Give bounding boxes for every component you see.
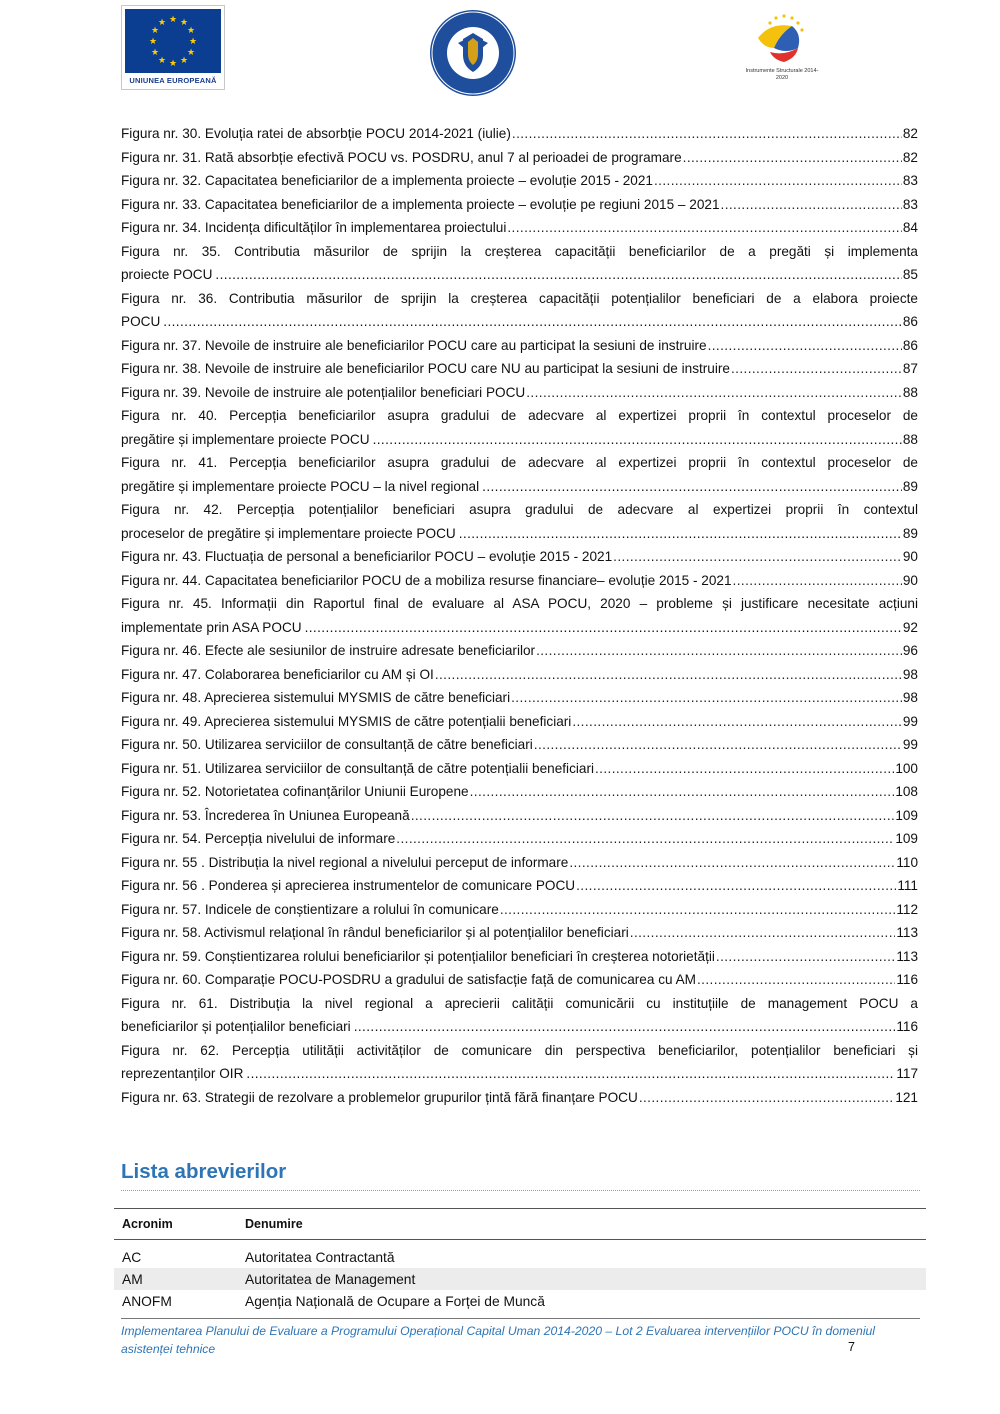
figure-page-number: 99	[902, 737, 918, 752]
svg-text:★: ★	[186, 47, 196, 57]
structural-instruments-logo	[740, 8, 824, 98]
figure-entry[interactable]	[121, 874, 918, 898]
figure-entry[interactable]	[121, 451, 918, 498]
figure-title: Figura nr. 54. Percepția nivelului de informare	[121, 831, 396, 846]
figure-title: Figura nr. 49. Aprecierea sistemului MYSMIS de către potențialii beneficiari	[121, 713, 572, 729]
figure-entry[interactable]	[121, 639, 918, 663]
dot-leader	[720, 193, 902, 217]
figure-page-number: 112	[896, 901, 918, 917]
figure-entry[interactable]	[121, 851, 918, 875]
dot-leader	[730, 357, 902, 381]
dot-leader	[682, 146, 902, 170]
figure-title: Figura nr. 53. Încrederea în Uniunea Europeană	[121, 807, 410, 823]
figure-entry[interactable]	[121, 169, 918, 193]
table-row	[114, 1290, 926, 1312]
figure-page-number: 90	[902, 549, 918, 564]
acronym-cell: AM	[114, 1268, 237, 1290]
figure-entry[interactable]	[121, 968, 918, 992]
dot-leader	[469, 780, 895, 804]
figure-title-line1: Figura nr. 40. Percepția beneficiarilor asupra gradului de adecvare al expertizei proprii în contextul proceselor de	[121, 408, 918, 423]
name-cell: Autoritatea de Management	[237, 1268, 926, 1290]
figure-page-number: 110	[896, 854, 918, 870]
figure-title: Figura nr. 30. Evoluția ratei de absorbție POCU 2014-2021 (iulie)	[121, 126, 511, 141]
svg-text:★: ★	[148, 36, 158, 46]
figure-page-number: 83	[902, 196, 918, 212]
figure-page-number: 89	[902, 478, 918, 494]
acronym-cell: ANOFM	[122, 1293, 172, 1309]
figure-entry[interactable]	[121, 992, 918, 1039]
figure-title: Figura nr. 63. Strategii de rezolvare a problemelor grupurilor țintă fără finanțare POCU	[121, 1089, 638, 1105]
figure-page-number: 117	[896, 1066, 918, 1081]
figure-entry[interactable]	[121, 686, 918, 710]
dot-leader	[511, 122, 902, 146]
dot-leader	[575, 874, 896, 898]
government-seal	[428, 8, 518, 98]
figure-page-number: 82	[902, 126, 918, 141]
figure-entry[interactable]	[121, 757, 918, 781]
svg-text:★: ★	[150, 25, 160, 35]
dot-leader	[351, 1015, 896, 1039]
figure-title-line2: proiecte POCU	[121, 267, 213, 282]
eu-flag-icon	[125, 9, 221, 73]
figure-entry[interactable]	[121, 569, 918, 593]
dot-leader	[499, 898, 896, 922]
dot-leader	[506, 216, 902, 240]
figure-entry[interactable]	[121, 357, 918, 381]
svg-text:★: ★	[150, 47, 160, 57]
figure-page-number: 88	[902, 431, 918, 447]
figure-page-number: 82	[902, 149, 918, 165]
figure-entry[interactable]	[121, 827, 918, 851]
figure-entry[interactable]	[121, 216, 918, 240]
figure-title: Figura nr. 33. Capacitatea beneficiarilor de a implementa proiecte – evoluție pe regiuni 2015 – 2021	[121, 196, 720, 212]
eu-logo	[121, 5, 225, 90]
abbreviations-heading: Lista abrevierilor	[121, 1160, 287, 1183]
figure-page-number: 109	[895, 807, 918, 823]
dot-leader	[456, 522, 902, 546]
figure-title-line1: Figura nr. 62. Percepția utilității activităților de comunicare din perspectiva beneficiarilor, potențialilor beneficiari și	[121, 1042, 918, 1058]
dot-leader	[395, 827, 894, 851]
svg-text:★: ★	[168, 58, 178, 68]
figure-entry[interactable]	[121, 287, 918, 334]
figure-page-number: 116	[896, 1019, 918, 1034]
dot-leader	[434, 663, 902, 687]
figure-title: Figura nr. 51. Utilizarea serviciilor de consultanță de către potențialii beneficiari	[121, 760, 594, 776]
abbreviations-table	[114, 1208, 926, 1312]
figure-page-number: 92	[902, 619, 918, 635]
dot-leader	[653, 169, 902, 193]
figure-entry[interactable]	[121, 545, 918, 569]
dot-leader	[302, 616, 902, 640]
figure-title: Figura nr. 47. Colaborarea beneficiarilor cu AM și OI	[121, 666, 434, 682]
column-header-acronym: Acronim	[114, 1209, 237, 1240]
figure-title: Figura nr. 31. Rată absorbție efectivă POCU vs. POSDRU, anul 7 al perioadei de programare	[121, 149, 682, 165]
figure-entry[interactable]	[121, 733, 918, 757]
dot-leader	[571, 710, 902, 734]
figure-page-number: 109	[895, 831, 918, 846]
figure-page-number: 89	[902, 525, 918, 541]
structural-instruments-caption: Instrumente Structurale 2014-2020	[745, 68, 819, 81]
figure-page-number: 85	[902, 267, 918, 282]
figure-title-line1: Figura nr. 36. Contributia măsurilor de sprijin la creșterea capacității potențialilor beneficiari de a elabora proiecte	[121, 290, 918, 306]
figure-entry[interactable]	[121, 710, 918, 734]
dot-leader	[510, 686, 902, 710]
figure-page-number: 116	[896, 972, 918, 987]
figure-page-number: 87	[902, 361, 918, 376]
dot-leader	[707, 334, 902, 358]
figure-title-line2: pregătire și implementare proiecte POCU – la nivel regional	[121, 478, 480, 494]
figure-entry[interactable]	[121, 381, 918, 405]
figure-entry[interactable]	[121, 663, 918, 687]
figure-title: Figura nr. 44. Capacitatea beneficiarilor POCU de a mobiliza resurse financiare– evoluție 2015 - 2021	[121, 572, 732, 588]
figure-entry[interactable]	[121, 498, 918, 545]
dot-leader	[525, 381, 902, 405]
figure-title: Figura nr. 56 . Ponderea și aprecierea instrumentelor de comunicare POCU	[121, 878, 576, 893]
table-row	[114, 1246, 926, 1268]
figure-title-line2: beneficiarilor și potențialilor beneficiari	[121, 1019, 351, 1034]
dot-leader	[732, 569, 902, 593]
figure-entry[interactable]	[121, 1086, 918, 1110]
figure-entry[interactable]	[121, 1039, 918, 1086]
figure-entry[interactable]	[121, 122, 918, 146]
figure-page-number: 98	[902, 666, 918, 682]
name-cell: Agenția Națională de Ocupare a Forței de Muncă	[245, 1293, 545, 1309]
dot-leader	[568, 851, 895, 875]
dot-leader	[533, 733, 902, 757]
figure-title: Figura nr. 39. Nevoile de instruire ale potențialilor beneficiari POCU	[121, 384, 526, 400]
figure-title-line2: POCU	[121, 314, 161, 329]
figure-title-line1: Figura nr. 41. Percepția beneficiarilor asupra gradului de adecvare al expertizei proprii în contextul proceselor de	[121, 455, 918, 470]
figure-page-number: 99	[902, 713, 918, 729]
dot-leader	[629, 921, 896, 945]
dot-leader	[535, 639, 902, 663]
figure-page-number: 113	[896, 948, 918, 964]
figure-page-number: 111	[897, 878, 918, 893]
figure-title-line2: proceselor de pregătire și implementare proiecte POCU	[121, 525, 456, 541]
heading-dotted-rule	[121, 1190, 920, 1191]
figure-title-line1: Figura nr. 35. Contributia măsurilor de sprijin la creșterea capacității beneficiarilor de a pregăti și implementa	[121, 243, 918, 259]
table-row	[114, 1268, 926, 1290]
dot-leader	[370, 428, 902, 452]
dot-leader	[212, 263, 901, 287]
svg-text:★: ★	[179, 55, 189, 65]
svg-text:★: ★	[157, 55, 167, 65]
figure-title: Figura nr. 37. Nevoile de instruire ale beneficiarilor POCU care au participat la sesiuni de instruire	[121, 337, 707, 353]
page-number: 7	[848, 1340, 855, 1354]
svg-text:★: ★	[186, 25, 196, 35]
figure-page-number: 100	[895, 760, 918, 776]
figure-page-number: 84	[902, 220, 918, 235]
dot-leader	[243, 1062, 895, 1086]
dot-leader	[638, 1086, 894, 1110]
column-header-name: Denumire	[237, 1209, 926, 1240]
svg-text:★: ★	[179, 17, 189, 27]
figure-entry[interactable]	[121, 404, 918, 451]
figure-title: Figura nr. 38. Nevoile de instruire ale beneficiarilor POCU care NU au participat la sesiuni de instruire	[121, 361, 730, 376]
dot-leader	[479, 475, 902, 499]
figure-title: Figura nr. 58. Activismul relațional în rândul beneficiarilor și al potențialilor beneficiari	[121, 925, 629, 940]
svg-text:★: ★	[157, 17, 167, 27]
figure-entry[interactable]	[121, 804, 918, 828]
dot-leader	[594, 757, 894, 781]
figure-entry[interactable]	[121, 898, 918, 922]
figure-page-number: 113	[896, 925, 918, 940]
figure-page-number: 96	[902, 643, 918, 658]
figure-title: Figura nr. 48. Aprecierea sistemului MYSMIS de către beneficiari	[121, 690, 511, 705]
figure-title-line1: Figura nr. 45. Informații din Raportul final de evaluare al ASA POCU, 2020 – probleme și justificare necesitate acțiuni	[121, 596, 918, 611]
acronym-cell: AC	[122, 1249, 142, 1265]
figure-entry[interactable]	[121, 780, 918, 804]
figure-entry[interactable]	[121, 592, 918, 639]
figure-page-number: 86	[902, 337, 918, 353]
figure-entry[interactable]	[121, 240, 918, 287]
figure-title-line2: implementate prin ASA POCU	[121, 619, 302, 635]
figure-title: Figura nr. 52. Notorietatea cofinanțărilor Uniunii Europene	[121, 784, 469, 799]
svg-text:★: ★	[188, 36, 198, 46]
figure-entry[interactable]	[121, 193, 918, 217]
figure-title: Figura nr. 59. Conștientizarea rolului beneficiarilor și potențialilor beneficiari în creșterea notorietății	[121, 948, 715, 964]
figure-page-number: 121	[895, 1089, 918, 1105]
figure-entry[interactable]	[121, 146, 918, 170]
svg-text:★: ★	[168, 14, 178, 24]
figure-entry[interactable]	[121, 921, 918, 945]
figure-page-number: 88	[902, 384, 918, 400]
figure-page-number: 90	[902, 572, 918, 588]
name-cell: Autoritatea Contractantă	[245, 1249, 395, 1265]
footer-text: Implementarea Planului de Evaluare a Programului Operațional Capital Uman 2014-2020 – Lot 2 Evaluarea intervențiilor POCU în domeniul asistenței tehnice	[121, 1324, 876, 1356]
dot-leader	[410, 804, 895, 828]
dot-leader	[715, 945, 895, 969]
figure-page-number: 98	[902, 690, 918, 705]
figure-page-number: 108	[895, 784, 918, 799]
figure-title-line2: pregătire și implementare proiecte POCU	[121, 431, 370, 447]
figure-title: Figura nr. 57. Indicele de conștientizare a rolului în comunicare	[121, 901, 499, 917]
figure-title: Figura nr. 46. Efecte ale sesiunilor de instruire adresate beneficiarilor	[121, 643, 536, 658]
dot-leader	[160, 310, 902, 334]
figure-title: Figura nr. 60. Comparație POCU-POSDRU a gradului de satisfacție față de comunicarea cu AM	[121, 972, 696, 987]
eu-caption: UNIUNEA EUROPEANĂ	[129, 76, 217, 85]
figure-title-line1: Figura nr. 42. Percepția potențialilor beneficiari asupra gradului de adecvare al expertizei proprii în contextul	[121, 502, 918, 517]
figure-title-line1: Figura nr. 61. Distribuția la nivel regional a aprecierii calității comunicării cu instituțiile de management POCU a	[121, 995, 918, 1011]
figure-page-number: 83	[902, 173, 918, 188]
figure-title-line2: reprezentanților OIR	[121, 1066, 244, 1081]
figure-page-number: 86	[902, 314, 918, 329]
figure-title: Figura nr. 50. Utilizarea serviciilor de consultanță de către beneficiari	[121, 737, 533, 752]
figure-title: Figura nr. 34. Incidența dificultăților în implementarea proiectului	[121, 220, 507, 235]
figure-entry[interactable]	[121, 334, 918, 358]
figure-title: Figura nr. 55 . Distribuția la nivel regional a nivelului perceput de informare	[121, 854, 569, 870]
figure-title: Figura nr. 43. Fluctuația de personal a beneficiarilor POCU – evoluție 2015 - 2021	[121, 549, 613, 564]
dot-leader	[696, 968, 895, 992]
figure-entry[interactable]	[121, 945, 918, 969]
figure-title: Figura nr. 32. Capacitatea beneficiarilor de a implementa proiecte – evoluție 2015 - 2021	[121, 173, 653, 188]
list-of-figures	[121, 122, 918, 1109]
dot-leader	[612, 545, 902, 569]
footer-rule	[121, 1318, 920, 1319]
